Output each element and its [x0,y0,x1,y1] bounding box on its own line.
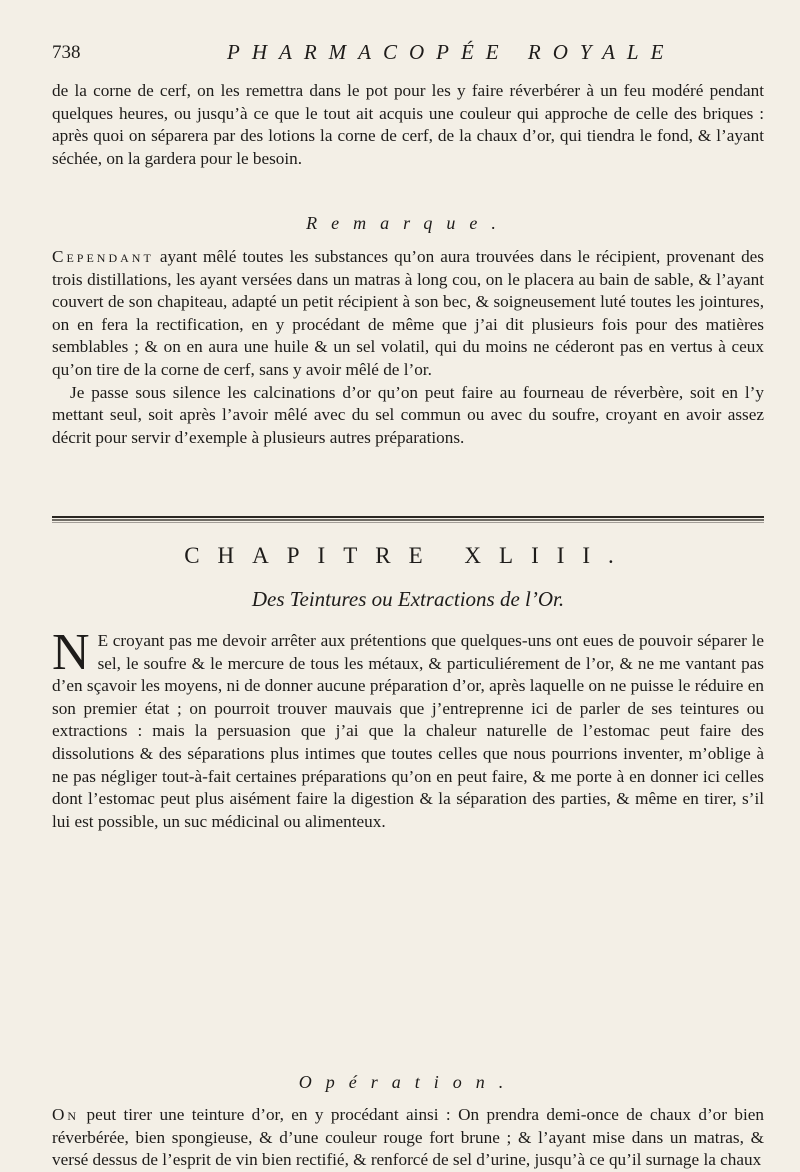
page-header [52,40,764,70]
remarque-paragraph-1-text: ayant mêlé toutes les substances qu’on aura trouvées dans le récipient, provenant des trois distillations, les ayant versées dans un matras à long cou, on le placera au bain de sable, & l’ayant couvert de son chapiteau, adapté un petit récipient à son bec, & soigneusement luté toutes les jointures, on en fera la rectification, en y procédant de même que j’ai dit plusieurs fois pour des matières semblables ; & on en aura une huile & un sel volatil, qui du moins ne céderont pas en vertus à ceux qu’on tire de la corne de cerf, sans y avoir mêlé de l’or. [52,247,764,379]
remarque-lead: Cependant [52,247,154,266]
intro-text: de la corne de cerf, on les remettra dans le pot pour les y faire réverbérer à un feu modéré pendant quelques heures, ou jusqu’à ce que le tout ait acquis une couleur qui approche de celle des briques : après quoi on séparera par des lotions la corne de cerf, de la chaux d’or, qui tiendra le fond, & l’ayant séchée, on la gardera pour le besoin. [52,81,764,168]
remarque-paragraph-1 [52,246,764,382]
operation-heading: Opération. [298,1072,518,1092]
chapter-subtitle: Des Teintures ou Extractions de l’Or. [251,587,565,611]
remarque-heading: Remarque. [306,213,510,233]
chapter-heading: CHAPITRE XLIII. [184,543,632,568]
chapter-paragraph [52,624,764,833]
intro-paragraph [52,80,764,170]
operation-paragraph-text: peut tirer une teinture d’or, en y procédant ainsi : On prendra demi-once de chaux d’or bien réverbérée, bien spongieuse, & d’une couleur rouge fort brune ; & l’ayant mise dans un matras, & versé dessus de l’esprit de vin bien rectifié, & renforcé de sel d’urine, jusqu’à ce qu’il surnage la chaux [52,1105,764,1170]
operation-paragraph [52,1104,764,1172]
drop-cap: N [52,624,90,681]
remarque-paragraph-2: Je passe sous silence les calcinations d’or qu’on peut faire au fourneau de réverbère, soit en l’y mettant seul, soit après l’avoir mêlé avec du sel commun ou avec du soufre, croyant en avoir assez décrit pour servir d’exemple à plusieurs autres préparations. [52,382,764,447]
chapter-paragraph-text: E croyant pas me devoir arrêter aux prétentions que quelques-uns ont eues de pouvoir séparer le sel, le soufre & le mercure de tous les métaux, & particuliérement de l’or, & ne me vantant pas d’en sçavoir les moyens, ni de donner aucune préparation d’or, après laquelle on ne puisse le réduire en son premier état ; on pourroit trouver mauvais que j’entreprenne ici de parler de ses teintures ou extractions : mais la persuasion que j’ai que la chaleur naturelle de l’estomac peut faire des dissolutions & des séparations plus intimes que toutes celles que nous pourrions inventer, m’oblige à ne pas négliger tout-à-fait certaines préparations qu’on en peut faire, & me porte à en donner ici celles dont l’estomac peut plus aisément faire la digestion & la séparation des parties, & même en tirer, s’il lui est possible, un suc médicinal ou alimenteux. [52,631,764,831]
remarque-body [52,246,764,449]
chapter-body [52,624,764,833]
operation-lead: On [52,1105,80,1124]
chapter-ornament-rule [52,516,764,524]
page-number: 738 [52,42,81,63]
running-title: PHARMACOPÉE ROYALE [227,40,676,64]
operation-body [52,1104,764,1172]
